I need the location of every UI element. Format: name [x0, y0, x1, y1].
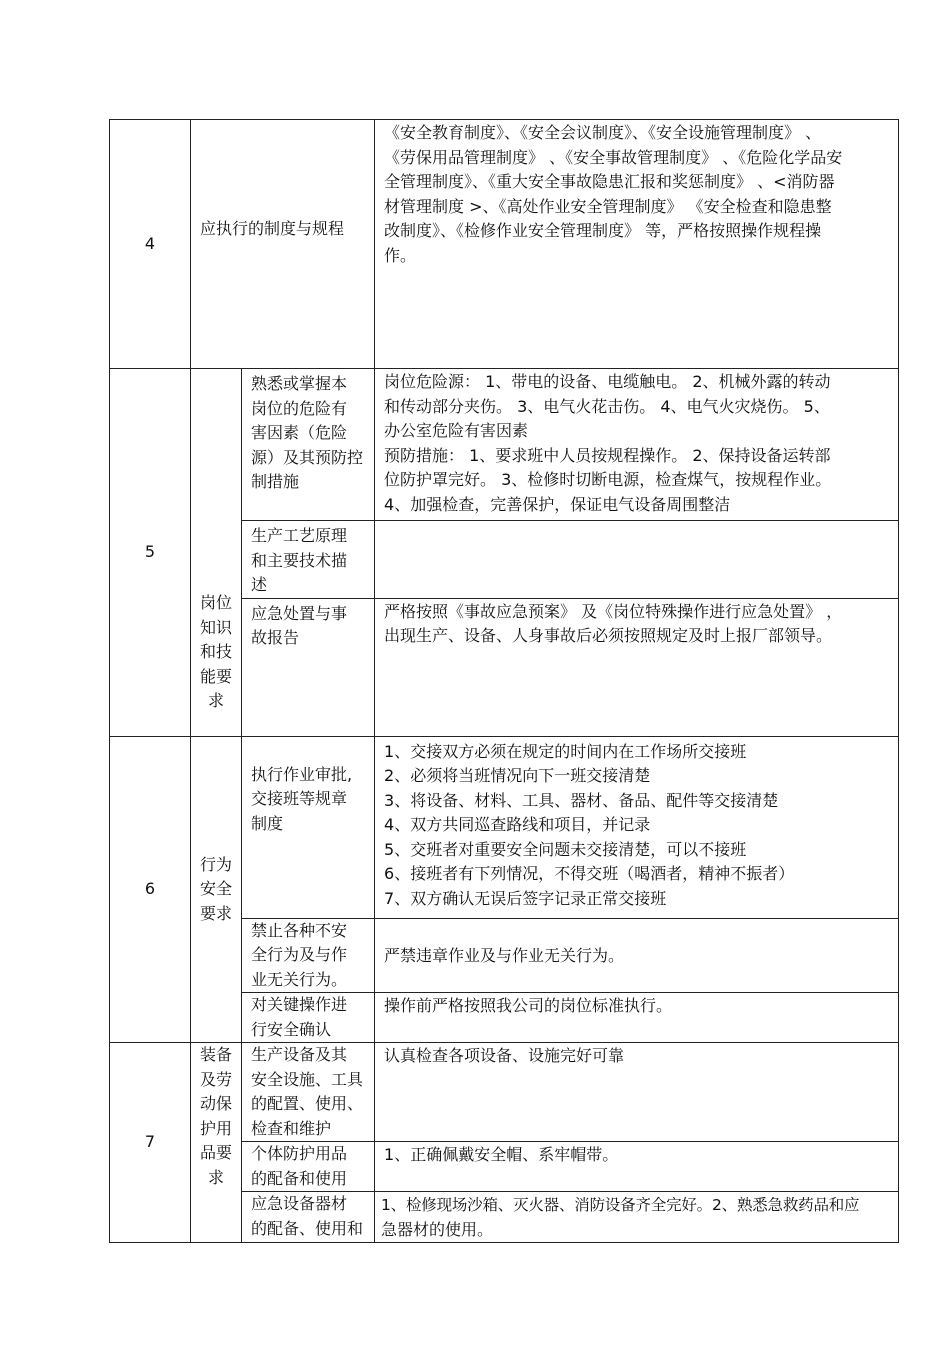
label-line: 业无关行为。 — [251, 969, 348, 989]
content-line: 4、双方共同巡查路线和项目，并记录 — [384, 815, 651, 834]
label-line: 的配备、使用和 — [251, 1218, 364, 1238]
label-line: 岗位的危险有 — [251, 398, 348, 418]
label-line: 应急设备器材 — [251, 1194, 348, 1213]
content-line: 3、将设备、材料、工具、器材、备品、配件等交接清楚 — [384, 790, 779, 810]
label-line: 禁止各种不安 — [251, 920, 348, 940]
content-line: 1、正确佩戴安全帽、系牢帽带。 — [384, 1145, 619, 1164]
label-line: 生产设备及其 — [251, 1045, 348, 1064]
row-number: 5 — [110, 369, 191, 737]
item-label — [242, 918, 375, 993]
category-line: 要求 — [199, 903, 232, 923]
label-line: 执行作业审批, — [251, 764, 353, 784]
category-line: 护用 — [199, 1118, 232, 1138]
content-line: 办公室危险有害因素 — [384, 421, 529, 440]
category-line: 及劳 — [199, 1069, 232, 1089]
item-label — [242, 598, 375, 736]
content-line: 全管理制度》、《重大安全事故隐患汇报和奖惩制度》 、<消防器 — [384, 172, 835, 191]
item-label — [242, 736, 375, 918]
content-line: 认真检查各项设备、设施完好可靠 — [384, 1046, 625, 1065]
row-number: 6 — [110, 736, 191, 1043]
item-label — [242, 993, 375, 1043]
label-line: 应急处置与事 — [251, 603, 348, 623]
content-line: 5、交班者对重要安全问题未交接清楚，可以不接班 — [384, 839, 747, 859]
content-line: 2、必须将当班情况向下一班交接清楚 — [384, 766, 651, 785]
label-line: 和主要技术描 — [251, 550, 348, 570]
row-title — [191, 120, 375, 369]
row-category — [191, 369, 242, 737]
content-line: 《劳保用品管理制度》 、《安全事故管理制度》 、《危险化学品安 — [384, 147, 843, 167]
content-line: 1、检修现场沙箱、灭火器、消防设备齐全完好。2、熟悉急救药品和应 — [381, 1196, 860, 1214]
item-content — [375, 598, 899, 736]
label-line: 的配置、使用、 — [251, 1094, 364, 1113]
content-line: 和传动部分夹伤。 3、电气火花击伤。 4、电气火灾烧伤。 5、 — [384, 396, 830, 416]
content-line: 严格按照《事故应急预案》 及《岗位特殊操作进行应急处置》 ， — [384, 601, 843, 621]
label-line: 源）及其预防控 — [251, 447, 364, 467]
item-label — [242, 521, 375, 599]
category-line: 求 — [207, 691, 224, 710]
item-content — [375, 1142, 899, 1192]
category-line: 安全 — [199, 879, 232, 898]
category-line: 装备 — [199, 1045, 232, 1064]
item-content-empty — [375, 521, 899, 599]
label-line: 的配备和使用 — [251, 1168, 348, 1188]
content-line: 岗位危险源： 1、带电的设备、电缆触电。 2、机械外露的转动 — [384, 372, 831, 391]
content-line: 《安全教育制度》、《安全会议制度》、《安全设施管理制度》 、 — [384, 123, 822, 142]
label-line: 故报告 — [251, 628, 300, 647]
item-label — [242, 1142, 375, 1192]
label-line: 害因素（危险 — [251, 423, 348, 442]
content-line: 作。 — [384, 245, 417, 265]
content-line: 出现生产、设备、人身事故后必须按照规定及时上报厂部领导。 — [384, 626, 833, 645]
label-line: 对关键操作进 — [251, 995, 348, 1014]
content-line: 材管理制度 >、《高处作业安全管理制度》 《安全检查和隐患整 — [384, 196, 832, 216]
category-line: 和技 — [199, 642, 232, 661]
item-content — [375, 1043, 899, 1142]
label-line: 交接班等规章 — [251, 789, 348, 808]
category-line: 求 — [207, 1167, 224, 1187]
content-line: 改制度》、《检修作业安全管理制度》 等，严格按照操作规程操 — [384, 221, 822, 240]
label-line: 个体防护用品 — [251, 1144, 348, 1163]
item-content — [375, 993, 899, 1043]
row-content — [375, 120, 899, 369]
table-row-5 — [110, 369, 899, 521]
item-content — [375, 1192, 899, 1243]
table-row-7 — [110, 1043, 899, 1142]
content-line: 6、接班者有下列情况，不得交班（喝酒者，精神不振者） — [384, 864, 795, 883]
label-line: 述 — [251, 575, 268, 594]
content-line: 4、加强检查，完善保护，保证电气设备周围整洁 — [384, 494, 731, 514]
content-line: 急器材的使用。 — [381, 1219, 494, 1239]
label-line: 制度 — [251, 813, 284, 833]
category-line: 岗位 — [199, 593, 232, 612]
label-line: 熟悉或掌握本 — [251, 374, 348, 393]
category-line: 动保 — [199, 1094, 232, 1113]
row-category — [191, 736, 242, 1043]
content-line: 1、交接双方必须在规定的时间内在工作场所交接班 — [384, 741, 747, 761]
category-line: 行为 — [199, 854, 232, 874]
safety-requirements-table — [109, 119, 899, 1243]
content-line: 操作前严格按照我公司的岗位标准执行。 — [384, 996, 673, 1015]
label-line: 制措施 — [251, 472, 300, 491]
row-number: 7 — [110, 1043, 191, 1243]
content-line: 预防措施： 1、要求班中人员按规程操作。 2、保持设备运转部 — [384, 445, 831, 465]
item-label — [242, 1043, 375, 1142]
item-content — [375, 736, 899, 918]
row-category — [191, 1043, 242, 1243]
category-line: 知识 — [199, 617, 232, 637]
label-line: 安全设施、工具 — [251, 1069, 364, 1089]
item-label — [242, 369, 375, 521]
item-label — [242, 1192, 375, 1243]
table-row-4 — [110, 120, 899, 369]
item-content — [375, 369, 899, 521]
category-line: 品要 — [199, 1143, 232, 1162]
row-title-text: 应执行的制度与规程 — [200, 219, 345, 239]
label-line: 全行为及与作 — [251, 945, 348, 964]
row-number: 4 — [110, 120, 191, 369]
content-line: 7、双方确认无误后签字记录正常交接班 — [384, 888, 667, 908]
label-line: 行安全确认 — [251, 1019, 332, 1039]
label-line: 生产工艺原理 — [251, 526, 348, 545]
item-content — [375, 918, 899, 993]
content-line: 严禁违章作业及与作业无关行为。 — [384, 945, 625, 965]
label-line: 检查和维护 — [251, 1118, 332, 1138]
table-row-6 — [110, 736, 899, 918]
content-line: 位防护罩完好。 3、检修时切断电源，检查煤气，按规程作业。 — [384, 470, 832, 489]
category-line: 能要 — [199, 666, 232, 686]
